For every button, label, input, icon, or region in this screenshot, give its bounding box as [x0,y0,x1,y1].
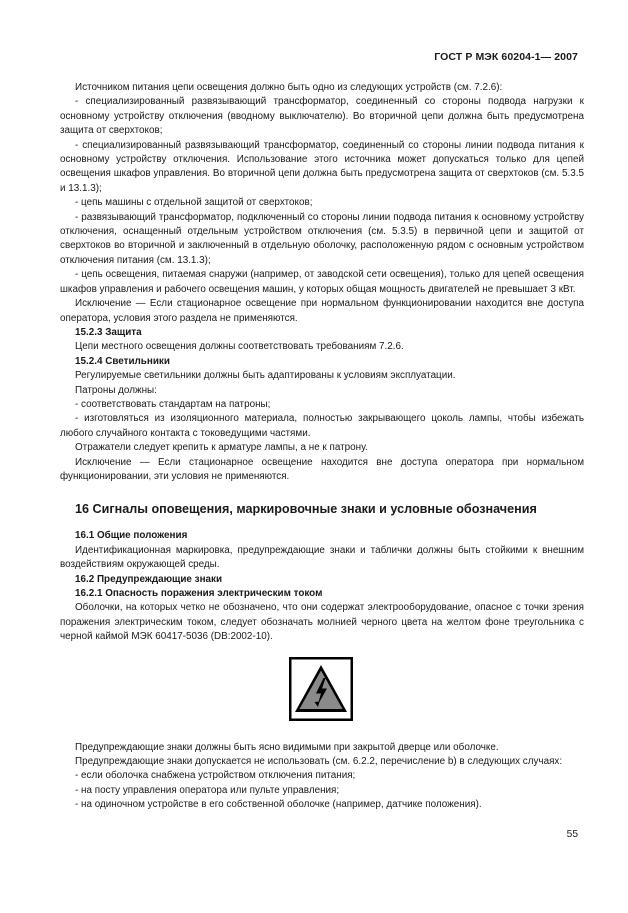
sign-omission-case: - если оболочка снабжена устройством отключения питания; [75,770,356,782]
section-16-2-heading: 16.2 Предупреждающие знаки [75,573,223,585]
lighting-source-intro: Источником питания цепи освещения должно быть одно из следующих устройств (см. 7.2.6): [75,82,503,93]
lighting-source-item: - цепь освещения, питаемая снаружи (например, от заводской сети освещения), только для цепей освещения шкафов управления и рабочего освещения машин, у которых общая мощность двигателей не превышает 3 кВт. [60,269,584,295]
section-16-2-1-heading: 16.2.1 Опасность поражения электрическим током [75,588,323,599]
section-16-1-text: Идентификационная маркировка, предупреждающие знаки и таблички должны быть стойкими к внешним воздействиям окружающей среды. [60,544,584,571]
lighting-source-item: - развязывающий трансформатор, подключенный со стороны линии подвода питания к основному устройству отключения, оснащенный отдельным устройством отключения (см. 5.3.5) в первичной цепи и защитой от сверхтоков во вторичной и заключенный в отдельную оболочку, расположенную рядом с основным устройством отключения питания (см. 13.1.3); [60,211,584,266]
section-15-2-4-text: Регулируемые светильники должны быть адаптированы к условиям эксплуатации. [75,370,456,382]
sockets-intro: Патроны должны: [75,384,157,396]
page-content [60,81,584,813]
document-header: ГОСТ Р МЭК 60204-1— 2007 [434,51,578,63]
exception-note: Исключение — Если стационарное освещение при нормальном функционировании находится вне доступа оператора, условия этого раздела не применяются. [60,298,584,324]
sign-omission-case: - на посту управления оператора или пульте управления; [75,784,340,796]
electrical-hazard-warning-icon [289,657,353,721]
sign-visibility-text: Предупреждающие знаки должны быть ясно видимыми при закрытой дверце или оболочке. [75,741,499,753]
exception-note: Исключение — Если стационарное освещение находится вне доступа оператора при нормальном функционировании, эти условия не применяются. [60,456,584,482]
lighting-source-item: - специализированный развязывающий трансформатор, соединенный со стороны линии подвода питания к основному устройству отключения. Использование этого источника может допускаться только для цепей освещения шкафов управления. Во вторичной цепи должна быть предусмотрена защита от сверхтоков (см. 5.3.5 и 13.1.3); [60,139,584,194]
section-16-1-heading: 16.1 Общие положения [75,530,188,542]
socket-requirement: - изготовляться из изоляционного материала, полностью закрывающего цоколь лампы, чтобы избежать любого случайного контакта с токоведущими частями. [60,413,584,439]
section-16-2-1-text: Оболочки, на которых четко не обозначено, что они содержат электрооборудование, опасное с точки зрения поражения электрическим током, следует обозначать молнией черного цвета на желтом фоне треугольника с черной каймой МЭК 60417-5036 (DB:2002-10). [60,602,584,643]
warning-sign-figure [60,645,584,741]
section-16-heading: 16 Сигналы оповещения, маркировочные знаки и условные обозначения [75,502,537,517]
lighting-source-item: - специализированный развязывающий трансформатор, соединенный со стороны подвода нагрузки к основному устройству отключения (вводному выключателю). Во вторичной цепи должна быть предусмотрена защита от сверхтоков; [60,96,584,137]
section-15-2-3-heading: 15.2.3 Защита [75,326,142,338]
section-15-2-4-heading: 15.2.4 Светильники [75,355,170,367]
sign-omission-intro: Предупреждающие знаки допускается не использовать (см. 6.2.2, перечисление b) в следующих случаях: [75,756,563,768]
reflectors-text: Отражатели следует крепить к арматуре лампы, а не к патрону. [75,442,368,454]
page-number: 55 [566,829,578,840]
section-15-2-3-text: Цепи местного освещения должны соответствовать требованиям 7.2.6. [75,341,404,353]
lighting-source-item: - цепь машины с отдельной защитой от сверхтоков; [75,197,313,209]
sign-omission-case: - на одиночном устройстве в его собственной оболочке (например, датчике положения). [75,799,482,811]
socket-requirement: - соответствовать стандартам на патроны; [75,398,271,410]
